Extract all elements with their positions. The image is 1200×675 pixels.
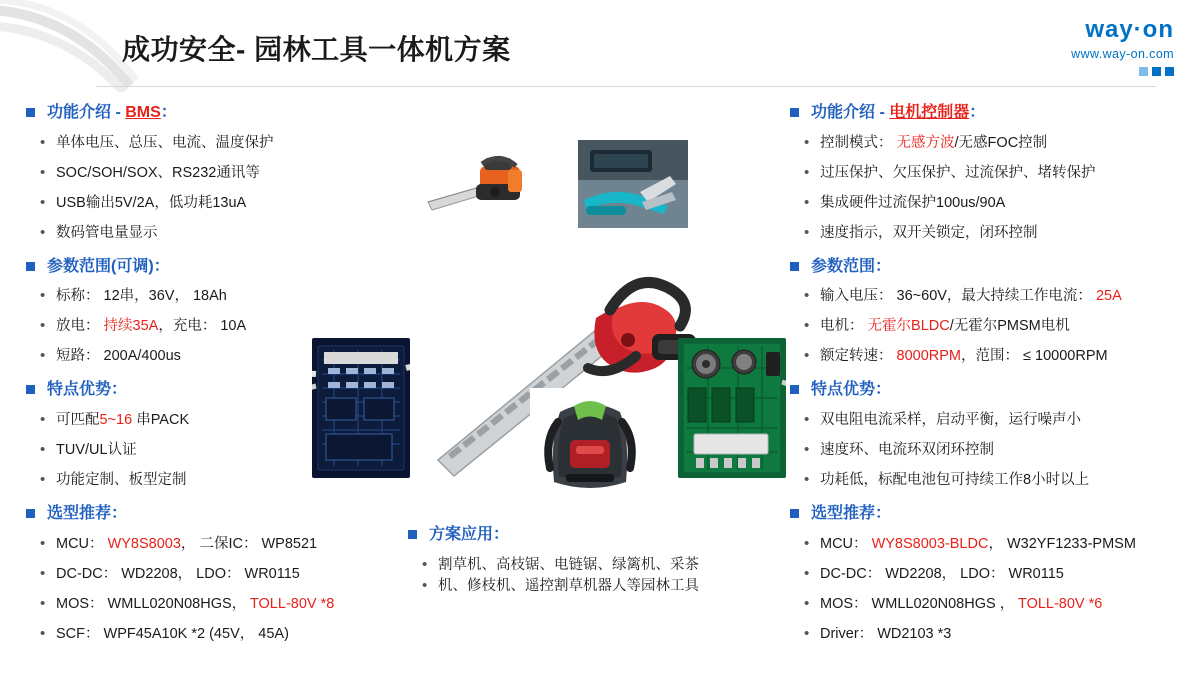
list-item-continuation: • 机、修枝机、遥控割草机器人等园林工具 (422, 576, 780, 597)
list-item: • MOS： WMLL020N08HGS ， TOLL-80V *6 (804, 594, 1182, 615)
list-applications (408, 555, 780, 597)
list-item: • 控制模式： 无感方波/无感FOC控制 (804, 133, 1182, 154)
section-title: 参数范围： (811, 257, 892, 275)
list-item: • 速度环、电流环双闭环控制 (804, 440, 1182, 461)
section-header-mc-advantages (790, 379, 1182, 401)
list-item: • MCU： WY8S8003-BLDC， W32YF1233-PMSM (804, 534, 1182, 555)
list-item: • 双电阻电流采样，启动平衡，运行噪声小 (804, 410, 1182, 431)
list-item: • 标称： 12串，36V， 18Ah (40, 286, 406, 307)
section-title: 功能介绍 - BMS： (47, 104, 177, 121)
list-item: • 数码管电量显示 (40, 223, 406, 244)
list-item: • 单体电压、总压、电流、温度保护 (40, 133, 406, 154)
section-header-bms-intro (26, 102, 406, 124)
bms-pcb-photo (312, 338, 410, 478)
list-mc-selection (790, 534, 1182, 645)
decorative-swoosh (0, 0, 140, 92)
section-header-mc-selection (790, 503, 1182, 525)
square-bullet-icon (26, 108, 35, 117)
section-title: 选型推荐： (47, 504, 128, 522)
section-header-mc-params (790, 256, 1182, 278)
section-header-applications (408, 524, 780, 546)
list-item: • TUV/UL认证 (40, 440, 406, 461)
pruning-shears-photo (578, 140, 688, 228)
section-title: 功能介绍 - 电机控制器： (811, 104, 986, 121)
list-item: • 额定转速： 8000RPM，范围： ≤ 10000RPM (804, 346, 1182, 367)
list-item: • 过压保护、欠压保护、过流保护、堵转保护 (804, 163, 1182, 184)
list-item: • SOC/SOH/SOX、RS232通讯等 (40, 163, 406, 184)
logo-wordmark: way·on (1085, 16, 1174, 43)
list-item: • MOS： WMLL020N08HGS， TOLL-80V *8 (40, 594, 406, 615)
section-title: 方案应用： (429, 526, 510, 543)
section-header-bms-selection (26, 503, 406, 525)
list-item: • 可匹配5~16 串PACK (40, 410, 406, 431)
list-item: • 功能定制、板型定制 (40, 470, 406, 491)
header-divider (96, 86, 1156, 87)
list-mc-advantages (790, 410, 1182, 491)
list-bms-selection (26, 534, 406, 645)
list-item: • 集成硬件过流保护100us/90A (804, 193, 1182, 214)
page-title: 成功安全- 园林工具一体机方案 (122, 34, 511, 65)
square-bullet-icon (408, 530, 417, 539)
right-column (790, 98, 1182, 657)
list-mc-intro (790, 133, 1182, 244)
section-title: 选型推荐： (811, 504, 892, 522)
list-item: • 功耗低，标配电池包可持续工作8小时以上 (804, 470, 1182, 491)
list-item: • 输入电压： 36~60V，最大持续工作电流： 25A (804, 286, 1182, 307)
square-bullet-icon (26, 385, 35, 394)
brand-logo (994, 18, 1174, 76)
motor-controller-pcb-photo (678, 338, 786, 478)
chainsaw-photo (420, 140, 530, 230)
list-item: • MCU： WY8S8003， 二保IC： WP8521 (40, 534, 406, 555)
list-mc-params (790, 286, 1182, 367)
list-item: • 放电： 持续35A，充电： 10A (40, 316, 406, 337)
square-bullet-icon (26, 509, 35, 518)
backpack-power-photo (530, 388, 650, 496)
square-bullet-icon (790, 385, 799, 394)
list-item: • DC-DC： WD2208， LDO： WR0115 (40, 564, 406, 585)
list-item: • Driver： WD2103 *3 (804, 624, 1182, 645)
section-header-mc-intro (790, 102, 1182, 124)
list-item: • DC-DC： WD2208， LDO： WR0115 (804, 564, 1182, 585)
list-item: • 电机： 无霍尔BLDC/无霍尔PMSM电机 (804, 316, 1182, 337)
list-item: • 速度指示，双开关锁定，闭环控制 (804, 223, 1182, 244)
list-item: • 割草机、高枝锯、电链锯、绿篱机、采茶 (422, 555, 780, 576)
section-title: 参数范围(可调)： (47, 257, 170, 275)
list-item: • SCF： WPF45A10K *2 (45V， 45A) (40, 624, 406, 645)
applications-block (408, 520, 780, 609)
square-bullet-icon (790, 262, 799, 271)
logo-squares-icon (994, 67, 1174, 76)
section-title: 特点优势： (811, 381, 892, 399)
square-bullet-icon (26, 262, 35, 271)
logo-url: www.way-on.com (1071, 47, 1174, 61)
square-bullet-icon (790, 509, 799, 518)
list-bms-intro (26, 133, 406, 244)
section-header-bms-params (26, 256, 406, 278)
square-bullet-icon (790, 108, 799, 117)
list-item: • USB输出5V/2A，低功耗13uA (40, 193, 406, 214)
list-item: • 短路： 200A/400us (40, 346, 406, 367)
section-title: 特点优势： (47, 381, 128, 399)
